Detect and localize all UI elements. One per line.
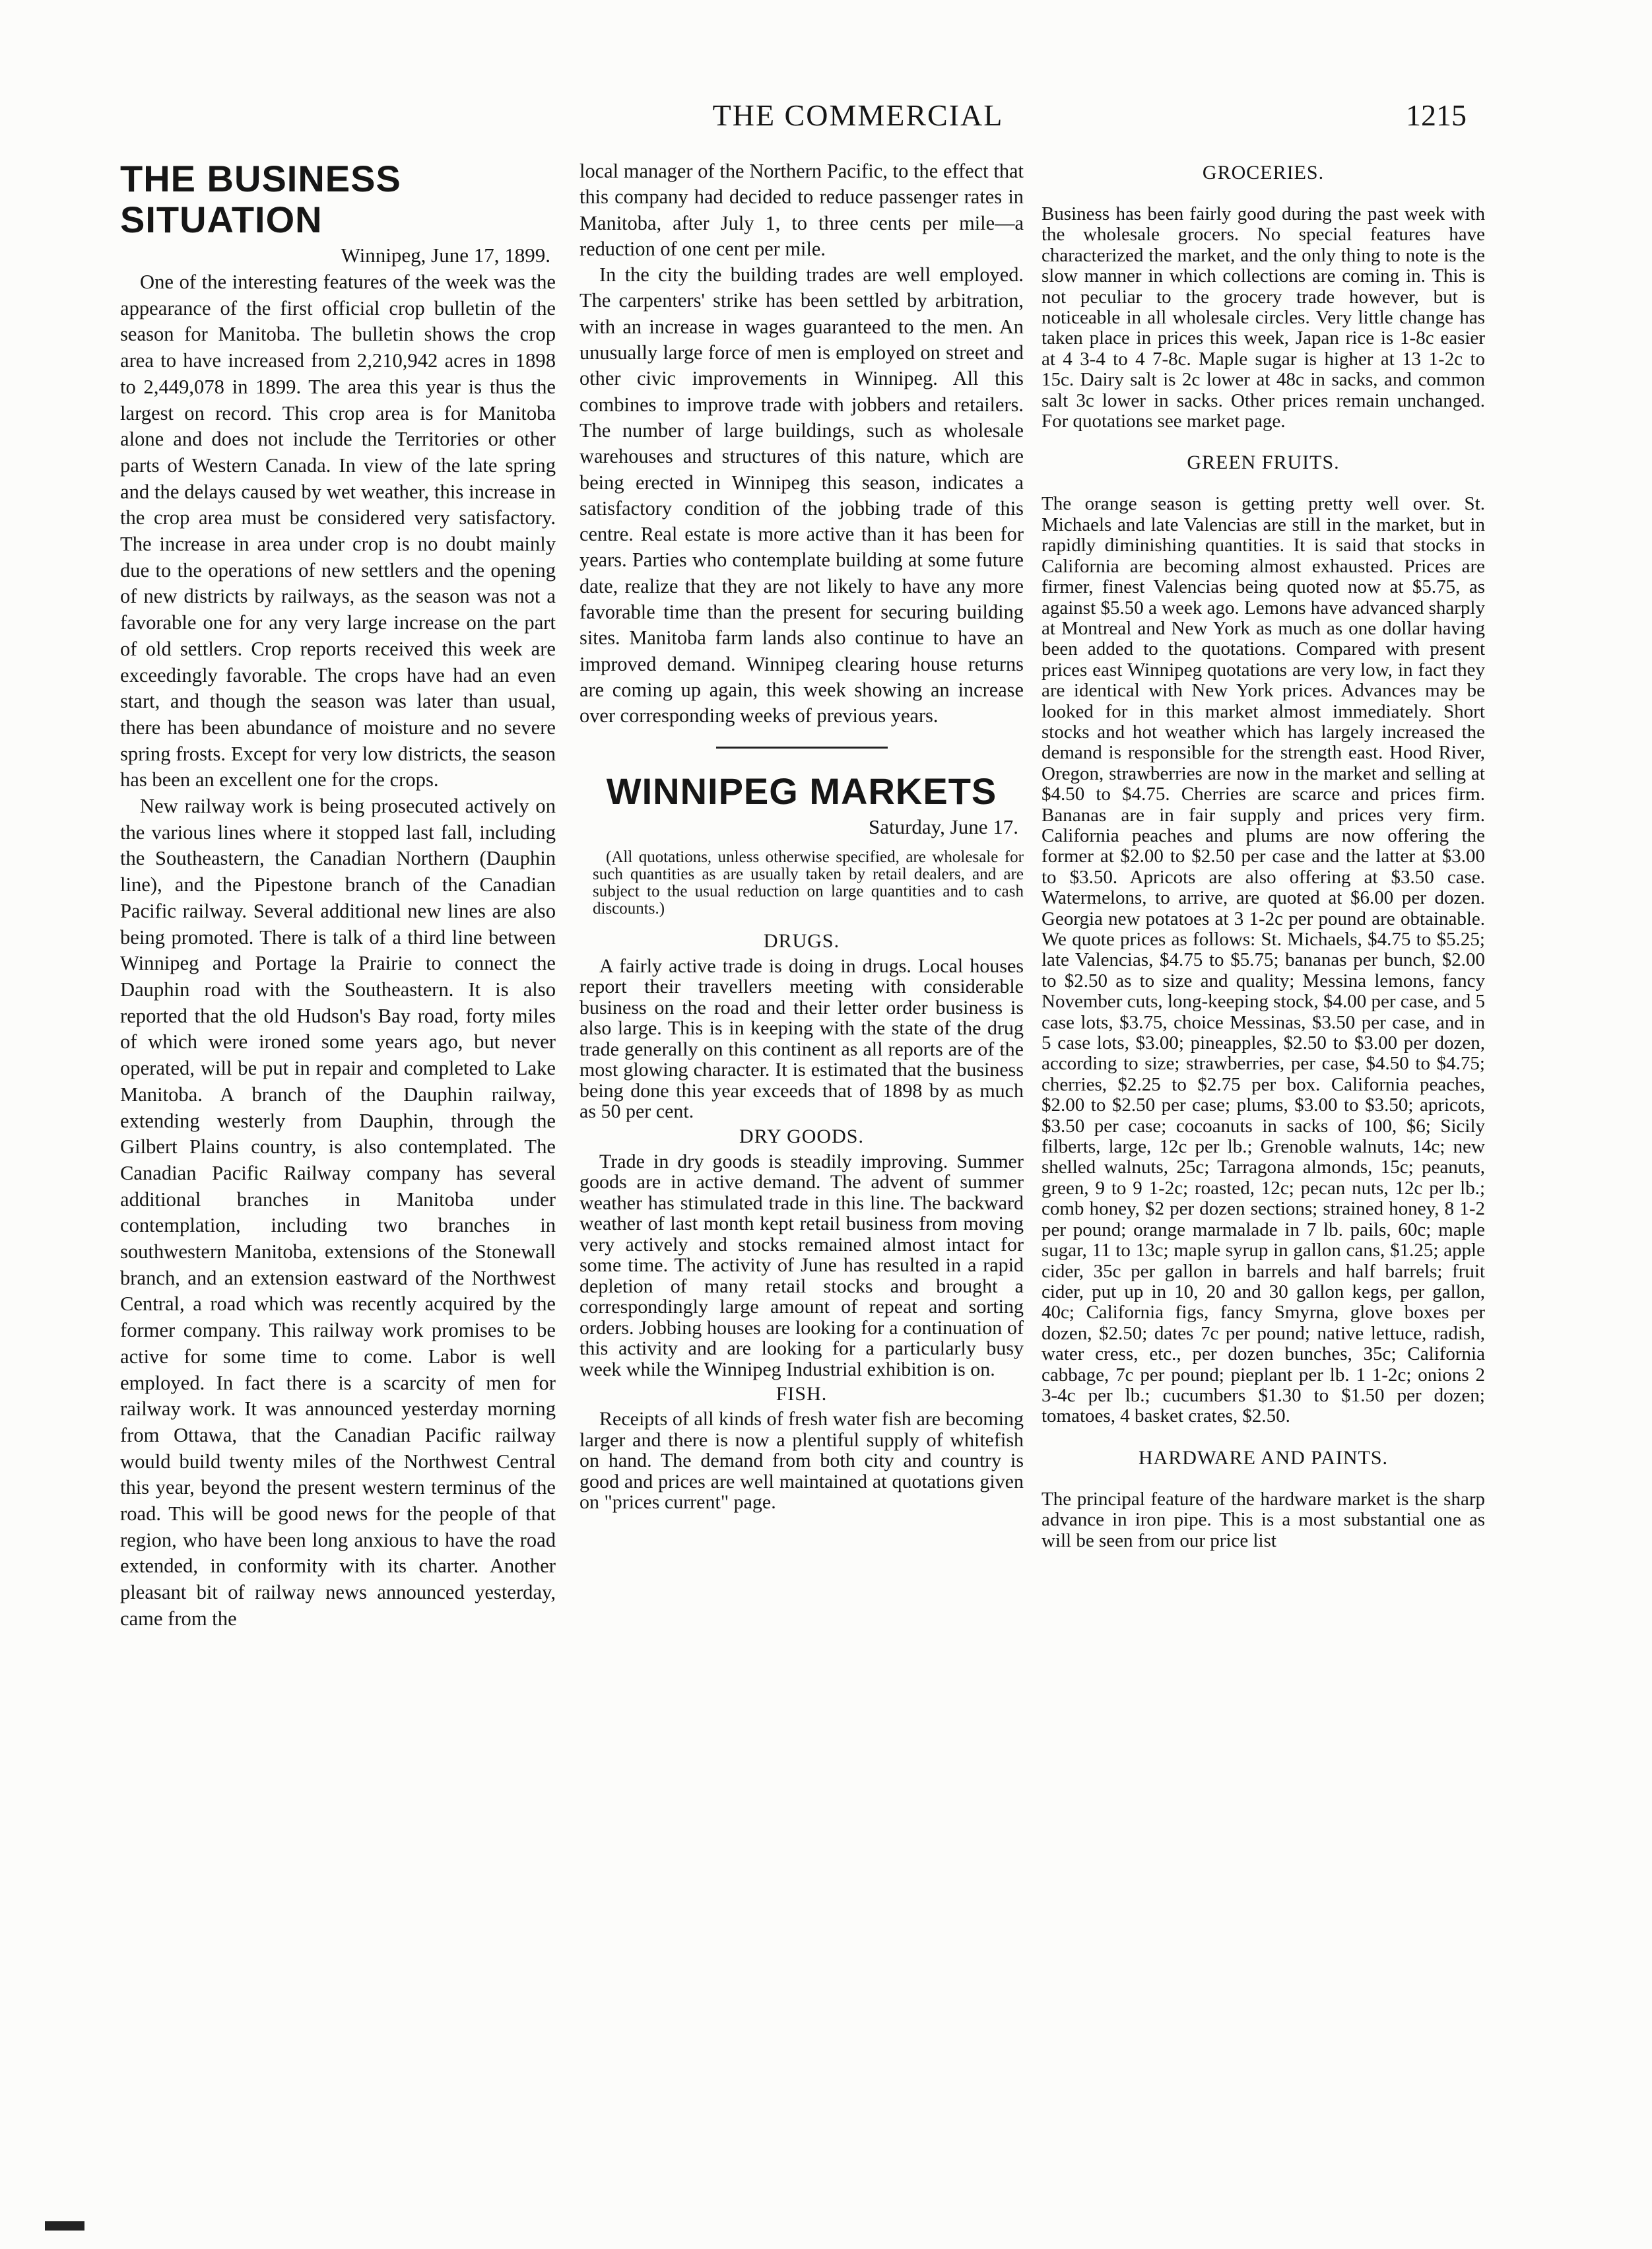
- fish-text: [579, 1409, 1024, 1513]
- dry-goods-heading: DRY GOODS.: [739, 1125, 864, 1147]
- fish-heading: FISH.: [776, 1383, 828, 1405]
- drugs-text: [579, 956, 1024, 1122]
- hardware-text: [1041, 1489, 1485, 1551]
- publication-title: THE COMMERCIAL: [712, 98, 1004, 132]
- business-situation-heading: THE BUSINESS SITUATION: [120, 158, 401, 240]
- dry-goods-paragraph: Trade in dry goods is steadily improving. Summer goods are in active demand. The advent of summer weather has stimulated trade in this line. The backward weather of last month kept retail business from moving very actively and stocks remained almost intact for some time. The activity of June has resulted in a rapid depletion of many retail stocks and brought a correspondingly large amount of repeat and sorting orders. Jobbing houses are looking for a continuation of this activity and are looking for a particularly busy week while the Winnipeg Industrial exhibition is on.: [579, 1150, 1024, 1380]
- business-paragraph-2: New railway work is being prosecuted actively on the various lines where it stopped last fall, including the Southeastern, the Canadian Northern (Dauphin line), and the Pipestone branch of the Canadian Pacific railway. Several additional new lines are also being promoted. There is talk of a third line between Winnipeg and Portage la Prairie to connect the Dauphin road with the Southeastern. It is also reported that the old Hudson's Bay road, forty miles of which were ironed some years ago, but never operated, will be put in repair and completed to Lake Manitoba. A branch of the Dauphin railway, extending westerly from Dauphin, through the Gilbert Plains country, is also contemplated. The Canadian Pacific Railway company has several additional branches in Manitoba under contemplation, including two branches in southwestern Manitoba, extensions of the Stonewall branch, and an extension eastward of the Northwest Central, a road which was recently acquired by the former company. This railway work promises to be active for some time to come. Labor is well employed. In fact there is a scarcity of men for railway work. It was announced yesterday morning from Ottawa, that the Canadian Pacific railway would build twenty miles of the Northwest Central this year, beyond the present western terminus of the road. This will be good news for the people of that region, who have been long anxious to have the road extended, in conformity with its charter. Another pleasant bit of railway news announced yesterday, came from the: [120, 795, 556, 1630]
- hardware-paragraph: The principal feature of the hardware market is the sharp advance in iron pipe. This is a most substantial one as will be seen from our price list: [1041, 1488, 1485, 1551]
- business-continuation: [579, 158, 1024, 729]
- business-article: [120, 269, 556, 1632]
- groceries-heading: GROCERIES.: [1202, 162, 1325, 184]
- green-fruits-heading: GREEN FRUITS.: [1187, 452, 1340, 474]
- groceries-paragraph: Business has been fairly good during the past week with the wholesale grocers. No special features have characterized the market, and the only thing to note is the slow manner in which collections are coming in. This is not peculiar to the grocery trade however, but is noticeable in all wholesale circles. Very little change has taken place in prices this week, Japan rice is 1-8c easier at 4 3-4 to 4 7-8c. Maple sugar is higher at 13 1-2c to 15c. Dairy salt is 2c lower at 48c in sacks, and common salt 3c lower in sacks. Other prices remain unchanged. For quotations see market page.: [1041, 203, 1485, 432]
- continuation-paragraph-1: local manager of the Northern Pacific, to the effect that this company had decided to reduce passenger rates in Manitoba, after July 1, to three cents per mile—a reduction of one cent per mile.: [579, 160, 1024, 260]
- groceries-text: [1041, 204, 1485, 432]
- markets-dateline: Saturday, June 17.: [868, 815, 1018, 838]
- column-3: [1041, 158, 1485, 2126]
- business-dateline: Winnipeg, June 17, 1899.: [341, 244, 550, 267]
- drugs-paragraph: A fairly active trade is doing in drugs. Local houses report their travellers meeting with considerable business on the road and their letter order business is also large. This is in keeping with the state of the drug trade generally on this continent as all reports are of the most glowing character. It is estimated that the business being done this year exceeds that of 1898 by as much as 50 per cent.: [579, 955, 1024, 1123]
- winnipeg-markets-heading: WINNIPEG MARKETS: [606, 770, 997, 812]
- green-fruits-paragraph: The orange season is getting pretty well over. St. Michaels and late Valencias are still in the market, but in rapidly diminishing quantities. It is said that stocks in California are becoming almost exhausted. Prices are firmer, finest Valencias being quoted now at $5.75, as against $5.50 a week ago. Lemons have advanced sharply at Montreal and New York as much as one dollar having been added to the quotations. Compared with present prices east Winnipeg quotations are very low, in fact they are identical with New York prices. Advances may be looked for in this market almost immediately. Short stocks and hot weather which has largely increased the demand is responsible for the strength east. Hood River, Oregon, strawberries are now in the market and selling at $4.50 to $4.75. Cherries are scarce and prices firm. Bananas are in fair supply and prices very firm. California peaches and plums are now offering the former at $2.00 to $2.50 per case and the latter at $3.00 to $3.50. Apricots are also offering at $3.50 case. Watermelons, to arrive, are quoted at $6.00 per dozen. Georgia new potatoes at 3 1-2c per pound are obtainable. We quote prices as follows: St. Michaels, $4.75 to $5.25; late Valencias, $4.75 to $5.75; bananas per bunch, $2.00 to $2.50 as to size and quality; Messina lemons, fancy November cuts, long-keeping stock, $4.00 per case, and 5 case lots, $3.75, choice Messinas, $3.50 per case, and in 5 case lots, $3.00; pineapples, $2.50 to $3.00 per dozen, according to size; strawberries, per case, $4.50 to $4.75; cherries, $2.25 to $2.75 per box. California peaches, $2.00 to $2.50 per case; plums, $3.00 to $3.50; apricots, $3.50 per case; cocoanuts in sacks of 100, $6; Sicily filberts, large, 12c per lb.; Grenoble walnuts, 14c; new shelled walnuts, 25c; Tarragona almonds, 15c; peanuts, green, 9 to 9 1-2c; roasted, 12c; pecan nuts, 12c per lb.; comb honey, $2 per dozen sections; strained honey, 8 1-2 per pound; orange marmalade in 7 lb. pails, 60c; maple sugar, 11 to 13c; maple syrup in gallon cans, $1.25; apple cider, 35c per gallon in barrels and half barrels; fruit cider, put up in 10, 20 and 30 gallon kegs, per gallon, 40c; California figs, fancy Smyrna, glove boxes per dozen, $2.50; dates 7c per pound; native lettuce, radish, water cress, etc., per dozen bunches, 35c; California cabbage, 7c per pound; pieplant per lb. 1 1-2c; onions 2 3-4c per lb.; cucumbers $1.30 to $1.50 per dozen; tomatoes, 4 basket crates, $2.50.: [1041, 493, 1485, 1427]
- drugs-heading: DRUGS.: [763, 929, 840, 952]
- column-2: [579, 158, 1024, 2126]
- markets-note: (All quotations, unless otherwise specified, are wholesale for such quantities as are usually taken by retail dealers, and are subject to the usual reduction on large quantities and to cash discounts.): [593, 848, 1024, 918]
- dry-goods-text: [579, 1151, 1024, 1380]
- hardware-heading: HARDWARE AND PAINTS.: [1138, 1446, 1389, 1469]
- green-fruits-text: [1041, 494, 1485, 1427]
- page-number: 1215: [1406, 98, 1467, 132]
- fish-paragraph: Receipts of all kinds of fresh water fish are becoming larger and there is now a plentiful supply of whitefish on hand. The demand from both city and country is good and prices are well maintained at quotations given on "prices current" page.: [579, 1408, 1024, 1514]
- page-smudge-mark: [45, 2221, 84, 2231]
- section-divider: [716, 747, 888, 749]
- column-1: [120, 158, 556, 2126]
- business-paragraph-1: One of the interesting features of the week was the appearance of the first official crop bulletin of the season for Manitoba. The bulletin shows the crop area to have increased from 2,210,942 acres in 1898 to 2,449,078 in 1899. The area this year is thus the largest on record. This crop area is for Manitoba alone and does not include the Territories or other parts of Western Canada. In view of the late spring and the delays caused by wet weather, this increase in the crop area must be considered very satisfactory. The increase in area under crop is no doubt mainly due to the operations of new settlers and the opening of new districts by railways, as the season was not a favorable one for any very large increase on the part of old settlers. Crop reports received this week are exceedingly favorable. The crops have had an even start, and though the season was later than usual, there has been abundance of moisture and no severe spring frosts. Except for very low districts, the season has been an excellent one for the crops.: [120, 271, 556, 791]
- page-header: [0, 98, 1652, 137]
- continuation-paragraph-2: In the city the building trades are well employed. The carpenters' strike has been settled by arbitration, with an increase in wages guaranteed to the men. An unusually large force of men is employed on street and other civic improvements in Winnipeg. All this combines to improve trade with jobbers and retailers. The number of large buildings, such as wholesale warehouses and structures of this nature, which are being erected in Winnipeg this season, indicates a satisfactory condition of the jobbing trade of this centre. Real estate is more active than it has been for years. Parties who contemplate building at some future date, realize that they are not likely to have any more favorable time than the present for securing building sites. Manitoba farm lands also continue to have an improved demand. Winnipeg clearing house returns are coming up again, this week showing an increase over corresponding weeks of previous years.: [579, 263, 1024, 727]
